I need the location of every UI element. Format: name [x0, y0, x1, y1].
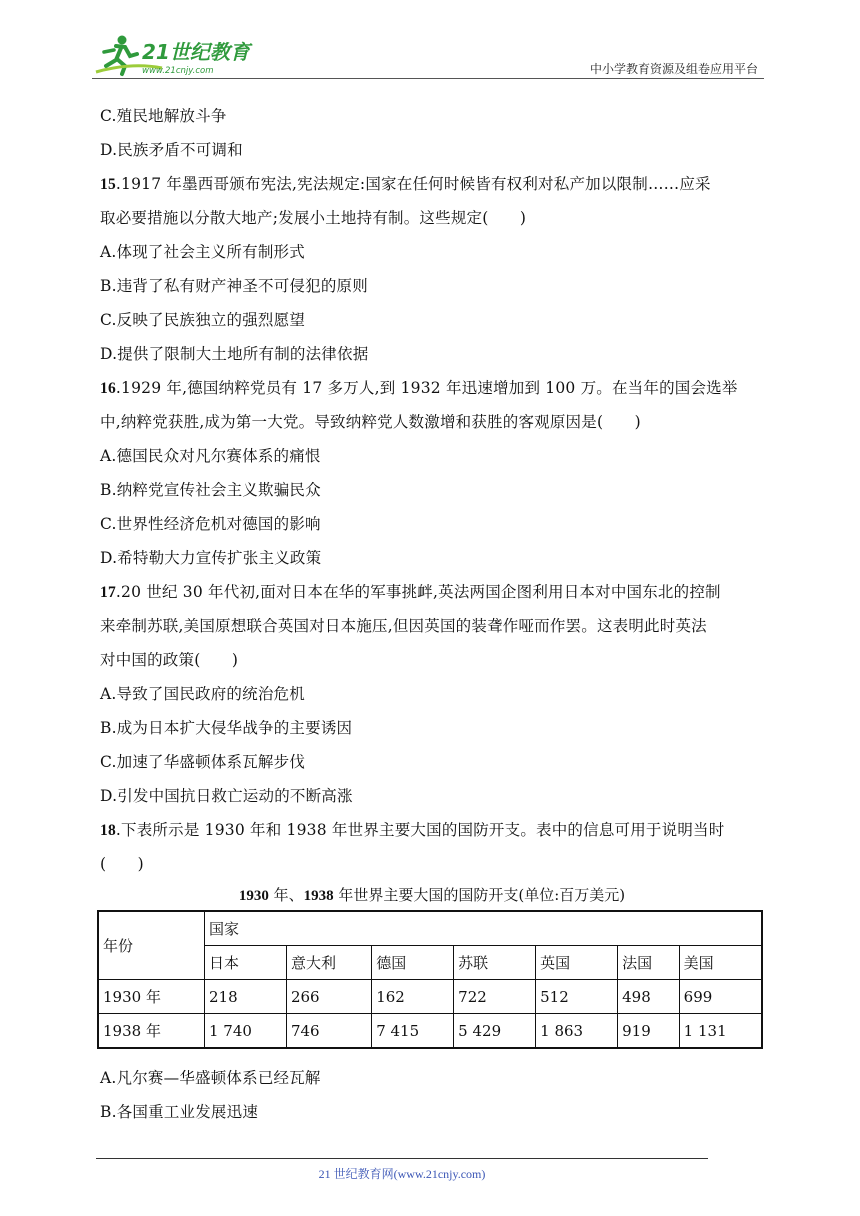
- question-15-line-1: [100, 172, 711, 194]
- country-header-cell: 国家: [205, 911, 763, 946]
- value-cell: 722: [454, 980, 536, 1014]
- question-16-line-2: 中,纳粹党获胜,成为第一大党。导致纳粹党人数激增和获胜的客观原因是( ): [100, 413, 641, 431]
- platform-name: 中小学教育资源及组卷应用平台: [589, 62, 758, 76]
- value-cell: 1 740: [205, 1014, 287, 1049]
- question-16-line-1: [100, 376, 738, 398]
- option-c-q15: C.反映了民族独立的强烈愿望: [100, 311, 306, 329]
- country-cell: 德国: [372, 946, 454, 980]
- question-number: 17: [100, 584, 116, 601]
- caption-text: 年世界主要大国的国防开支(单位:百万美元): [333, 886, 626, 904]
- question-number: 16: [100, 380, 116, 397]
- value-cell: 5 429: [454, 1014, 536, 1049]
- option-a-q15: A.体现了社会主义所有制形式: [100, 243, 305, 261]
- option-b-q15: B.违背了私有财产神圣不可侵犯的原则: [100, 277, 368, 295]
- country-cell: 意大利: [286, 946, 371, 980]
- option-c-q14: C.殖民地解放斗争: [100, 107, 227, 125]
- value-cell: 218: [205, 980, 287, 1014]
- option-d-q16: D.希特勒大力宣传扩张主义政策: [100, 549, 322, 567]
- question-text: .1917 年墨西哥颁布宪法,宪法规定:国家在任何时候皆有权利对私产加以限制……应采: [115, 175, 711, 193]
- option-c-q16: C.世界性经济危机对德国的影响: [100, 515, 321, 533]
- question-number: 15: [100, 176, 116, 193]
- question-17-line-2: 来牵制苏联,美国原想联合英国对日本施压,但因英国的装聋作哑而作罢。这表明此时英法: [100, 617, 707, 635]
- year-header-cell: 年份: [98, 911, 205, 980]
- option-b-q16: B.纳粹党宣传社会主义欺骗民众: [100, 481, 321, 499]
- value-cell: 7 415: [372, 1014, 454, 1049]
- country-cell: 法国: [618, 946, 680, 980]
- option-b-q17: B.成为日本扩大侵华战争的主要诱因: [100, 719, 353, 737]
- site-logo[interactable]: [92, 32, 262, 78]
- question-18-line-2: ( ): [100, 855, 144, 873]
- country-cell: 日本: [205, 946, 287, 980]
- option-b-q18: B.各国重工业发展迅速: [100, 1103, 259, 1121]
- option-a-q17: A.导致了国民政府的统治危机: [100, 685, 305, 703]
- value-cell: 1 863: [536, 1014, 618, 1049]
- question-17-line-1: [100, 580, 721, 602]
- option-a-q18: A.凡尔赛—华盛顿体系已经瓦解: [100, 1069, 321, 1087]
- question-18-line-1: [100, 818, 724, 840]
- table-caption: [100, 884, 764, 905]
- logo-text: 21世纪教育: [142, 40, 250, 64]
- country-cell: 苏联: [454, 946, 536, 980]
- table-header-row: [98, 911, 762, 946]
- option-d-q15: D.提供了限制大土地所有制的法律依据: [100, 345, 369, 363]
- value-cell: 746: [286, 1014, 371, 1049]
- question-number: 18: [100, 822, 116, 839]
- caption-year-1938: 1938: [303, 888, 334, 904]
- value-cell: 162: [372, 980, 454, 1014]
- question-text: .1929 年,德国纳粹党员有 17 多万人,到 1932 年迅速增加到 100 万。在当年的国会选举: [115, 379, 738, 397]
- value-cell: 512: [536, 980, 618, 1014]
- year-cell: 1938 年: [98, 1014, 205, 1049]
- year-cell: 1930 年: [98, 980, 205, 1014]
- caption-separator: 年、: [268, 886, 304, 904]
- table-row: [98, 980, 762, 1014]
- value-cell: 919: [618, 1014, 680, 1049]
- page-header: [92, 28, 764, 82]
- value-cell: 1 131: [679, 1014, 762, 1049]
- header-divider: [92, 78, 764, 79]
- value-cell: 498: [618, 980, 680, 1014]
- footer-link[interactable]: 21 世纪教育网(www.21cnjy.com): [318, 1167, 486, 1181]
- option-d-q14: D.民族矛盾不可调和: [100, 141, 243, 159]
- value-cell: 266: [286, 980, 371, 1014]
- option-d-q17: D.引发中国抗日救亡运动的不断高涨: [100, 787, 353, 805]
- value-cell: 699: [679, 980, 762, 1014]
- caption-year-1930: 1930: [238, 888, 269, 904]
- logo-url-text: www.21cnjy.com: [142, 66, 214, 76]
- table-row: [98, 1014, 762, 1049]
- question-15-line-2: 取必要措施以分散大地产;发展小土地持有制。这些规定( ): [100, 209, 527, 227]
- country-cell: 美国: [679, 946, 762, 980]
- option-a-q16: A.德国民众对凡尔赛体系的痛恨: [100, 447, 321, 465]
- question-text: .下表所示是 1930 年和 1938 年世界主要大国的国防开支。表中的信息可用于说明当时: [115, 821, 725, 839]
- country-cell: 英国: [536, 946, 618, 980]
- question-17-line-3: 对中国的政策( ): [100, 651, 239, 669]
- footer-divider: [96, 1158, 708, 1159]
- question-text: .20 世纪 30 年代初,面对日本在华的军事挑衅,英法两国企图利用日本对中国东北的控制: [115, 583, 721, 601]
- defense-spending-table: [97, 910, 763, 1049]
- option-c-q17: C.加速了华盛顿体系瓦解步伐: [100, 753, 306, 771]
